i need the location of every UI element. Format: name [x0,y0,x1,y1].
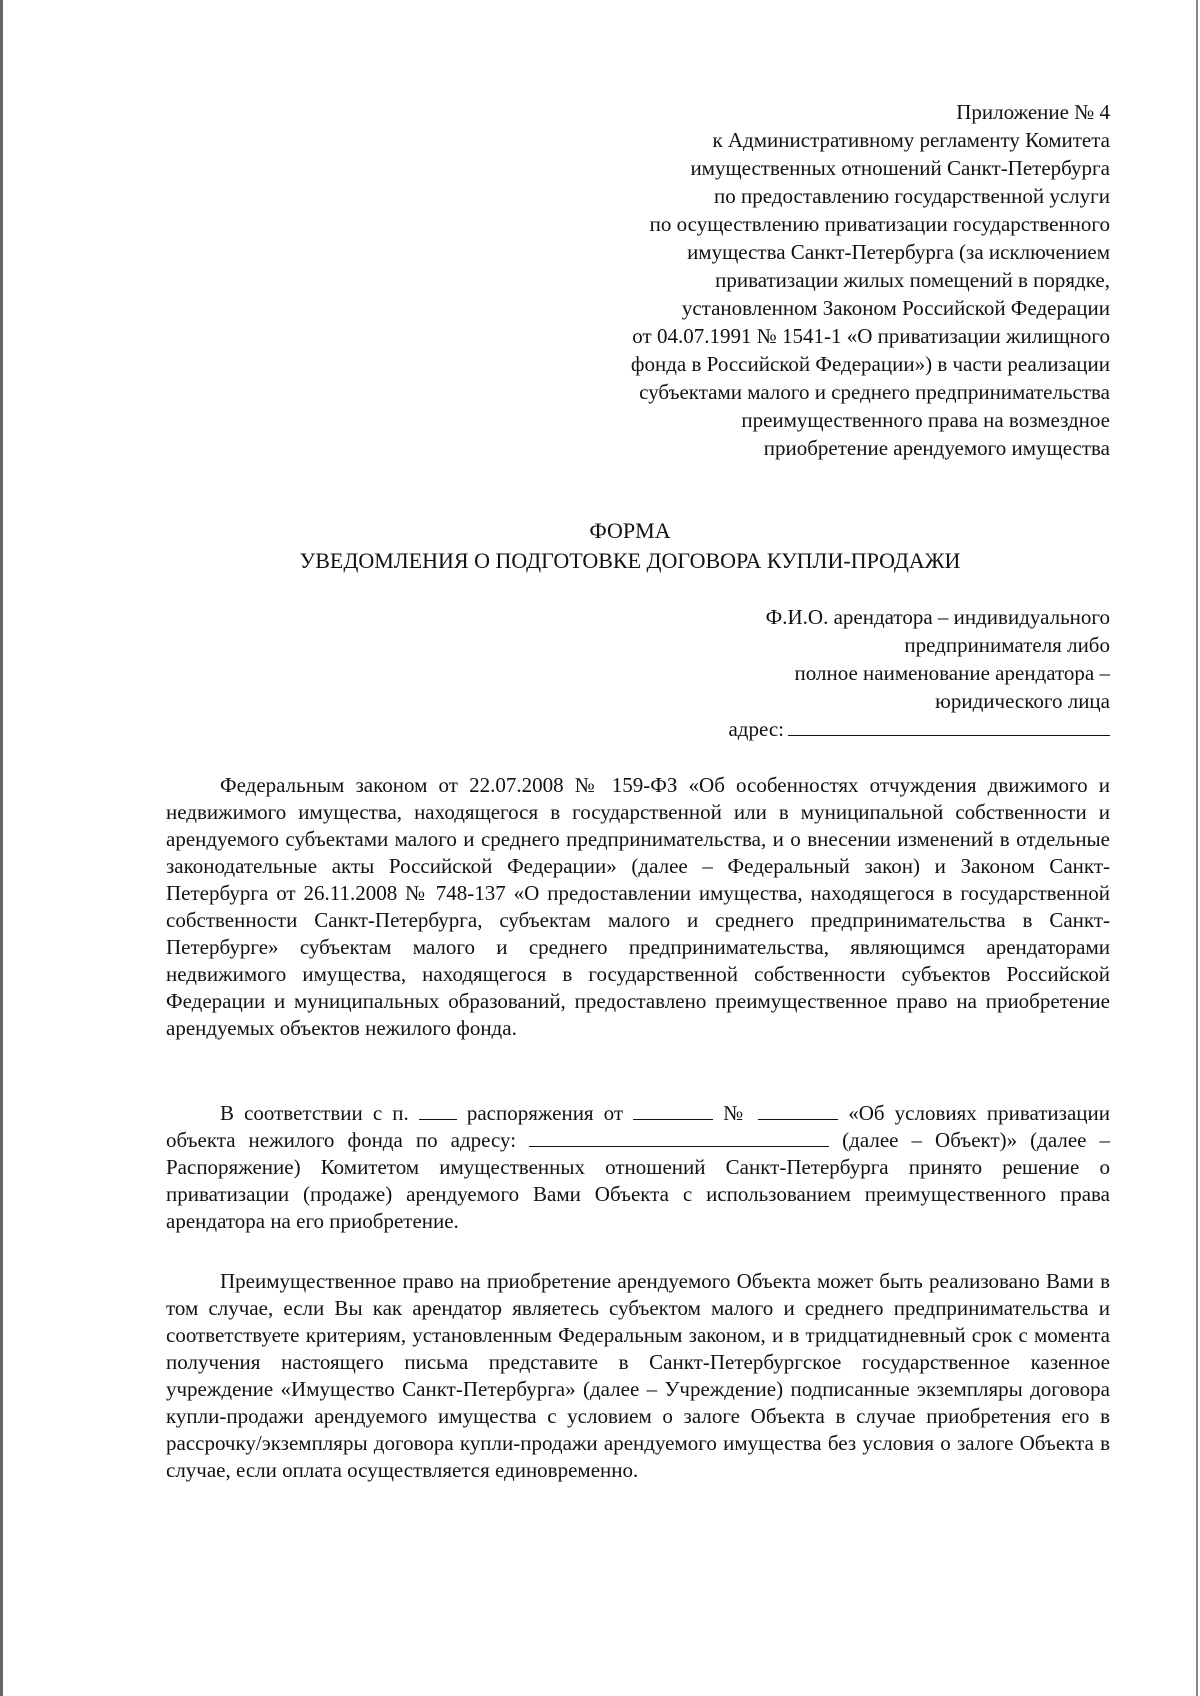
p2-text-1: В соответствии с п. [220,1101,409,1125]
addressee-line: Ф.И.О. арендатора – индивидуального [765,605,1110,629]
p2-text-3: № [723,1101,749,1125]
paragraph-law-reference: Федеральным законом от 22.07.2008 № 159-ФЗ «Об особенностях отчуждения движимого и недвижимого имущества, находящегося в государственной или в муниципальной собственности и арендуемого субъектами малого и среднего предпринимательства, и о внесении изменений в отдельные законодательные акты Российской Федерации» (далее – Федеральный закон) и Законом Санкт-Петербурга от 26.11.2008 № 748-137 «О предоставлении имущества, находящегося в государственной собственности Санкт-Петербурга, субъектам малого и среднего предпринимательства в Санкт-Петербурге» субъектам малого и среднего предпринимательства, являющимся арендаторами недвижимого имущества, находящегося в государственной собственности субъектов Российской Федерации и муниципальных образований, предоставлено преимущественное право на приобретение арендуемых объектов нежилого фонда. [166,773,1110,1040]
paragraph-preemptive-right: Преимущественное право на приобретение арендуемого Объекта может быть реализовано Вами в том случае, если Вы как арендатор являетесь субъектом малого и среднего предпринимательства и соответствуете критериям, установленным Федеральным законом, и в тридцатидневный срок с момента получения настоящего письма представите в Санкт-Петербургское государственное казенное учреждение «Имущество Санкт-Петербурга» (далее – Учреждение) подписанные экземпляры договора купли-продажи арендуемого имущества с условием о залоге Объекта в случае приобретения его в рассрочку/экземпляры договора купли-продажи арендуемого имущества без условия о залоге Объекта в случае, если оплата осуществляется единовременно. [166,1269,1110,1482]
header-line: имущественных отношений Санкт-Петербурга [690,156,1110,180]
header-line: фонда в Российской Федерации») в части реализации [630,352,1110,376]
header-line: приватизации жилых помещений в порядке, [715,268,1110,292]
appendix-header [470,98,1110,462]
p2-text-4: «Об условиях приватизации объекта нежилого фонда по адресу: [166,1101,1111,1152]
addressee-line: предпринимателя либо [904,633,1110,657]
header-line: приобретение арендуемого имущества [763,436,1110,460]
header-line: преимущественного права на возмездное [741,408,1110,432]
addressee-line: полное наименование арендатора – [794,661,1110,685]
header-line: по осуществлению приватизации государственного [649,212,1110,236]
form-subtitle: УВЕДОМЛЕНИЯ О ПОДГОТОВКЕ ДОГОВОРА КУПЛИ-ПРОДАЖИ [299,548,961,573]
paragraph-decision [166,1100,1110,1235]
clause-number-blank[interactable] [419,1103,457,1120]
header-line: субъектами малого и среднего предпринимательства [639,380,1110,404]
header-line: имущества Санкт-Петербурга (за исключением [687,240,1110,264]
header-line: по предоставлению государственной услуги [714,184,1110,208]
address-label: адрес: [728,717,784,741]
p2-text-2: распоряжения от [466,1101,624,1125]
scan-edge-right [1196,0,1198,1696]
scan-edge-left [0,0,3,1696]
header-line: к Административному регламенту Комитета [712,128,1110,152]
p2-text-5: (далее – Объект)» (далее – Распоряжение) Комитетом имущественных отношений Санкт-Петербурга принято решение о приватизации (продаже) арендуемого Вами Объекта с использованием преимущественного права арендатора на его приобретение. [166,1128,1111,1233]
header-line: от 04.07.1991 № 1541-1 «О приватизации жилищного [632,324,1110,348]
order-date-blank[interactable] [633,1103,713,1120]
addressee-block [630,603,1110,743]
order-number-blank[interactable] [758,1103,838,1120]
form-title: ФОРМА [589,518,671,543]
header-line: установленном Законом Российской Федерации [681,296,1110,320]
address-blank-field[interactable] [788,717,1110,736]
addressee-line: юридического лица [935,689,1110,713]
object-address-blank[interactable] [529,1130,829,1147]
address-row [630,715,1110,743]
header-line: Приложение № 4 [956,100,1110,124]
